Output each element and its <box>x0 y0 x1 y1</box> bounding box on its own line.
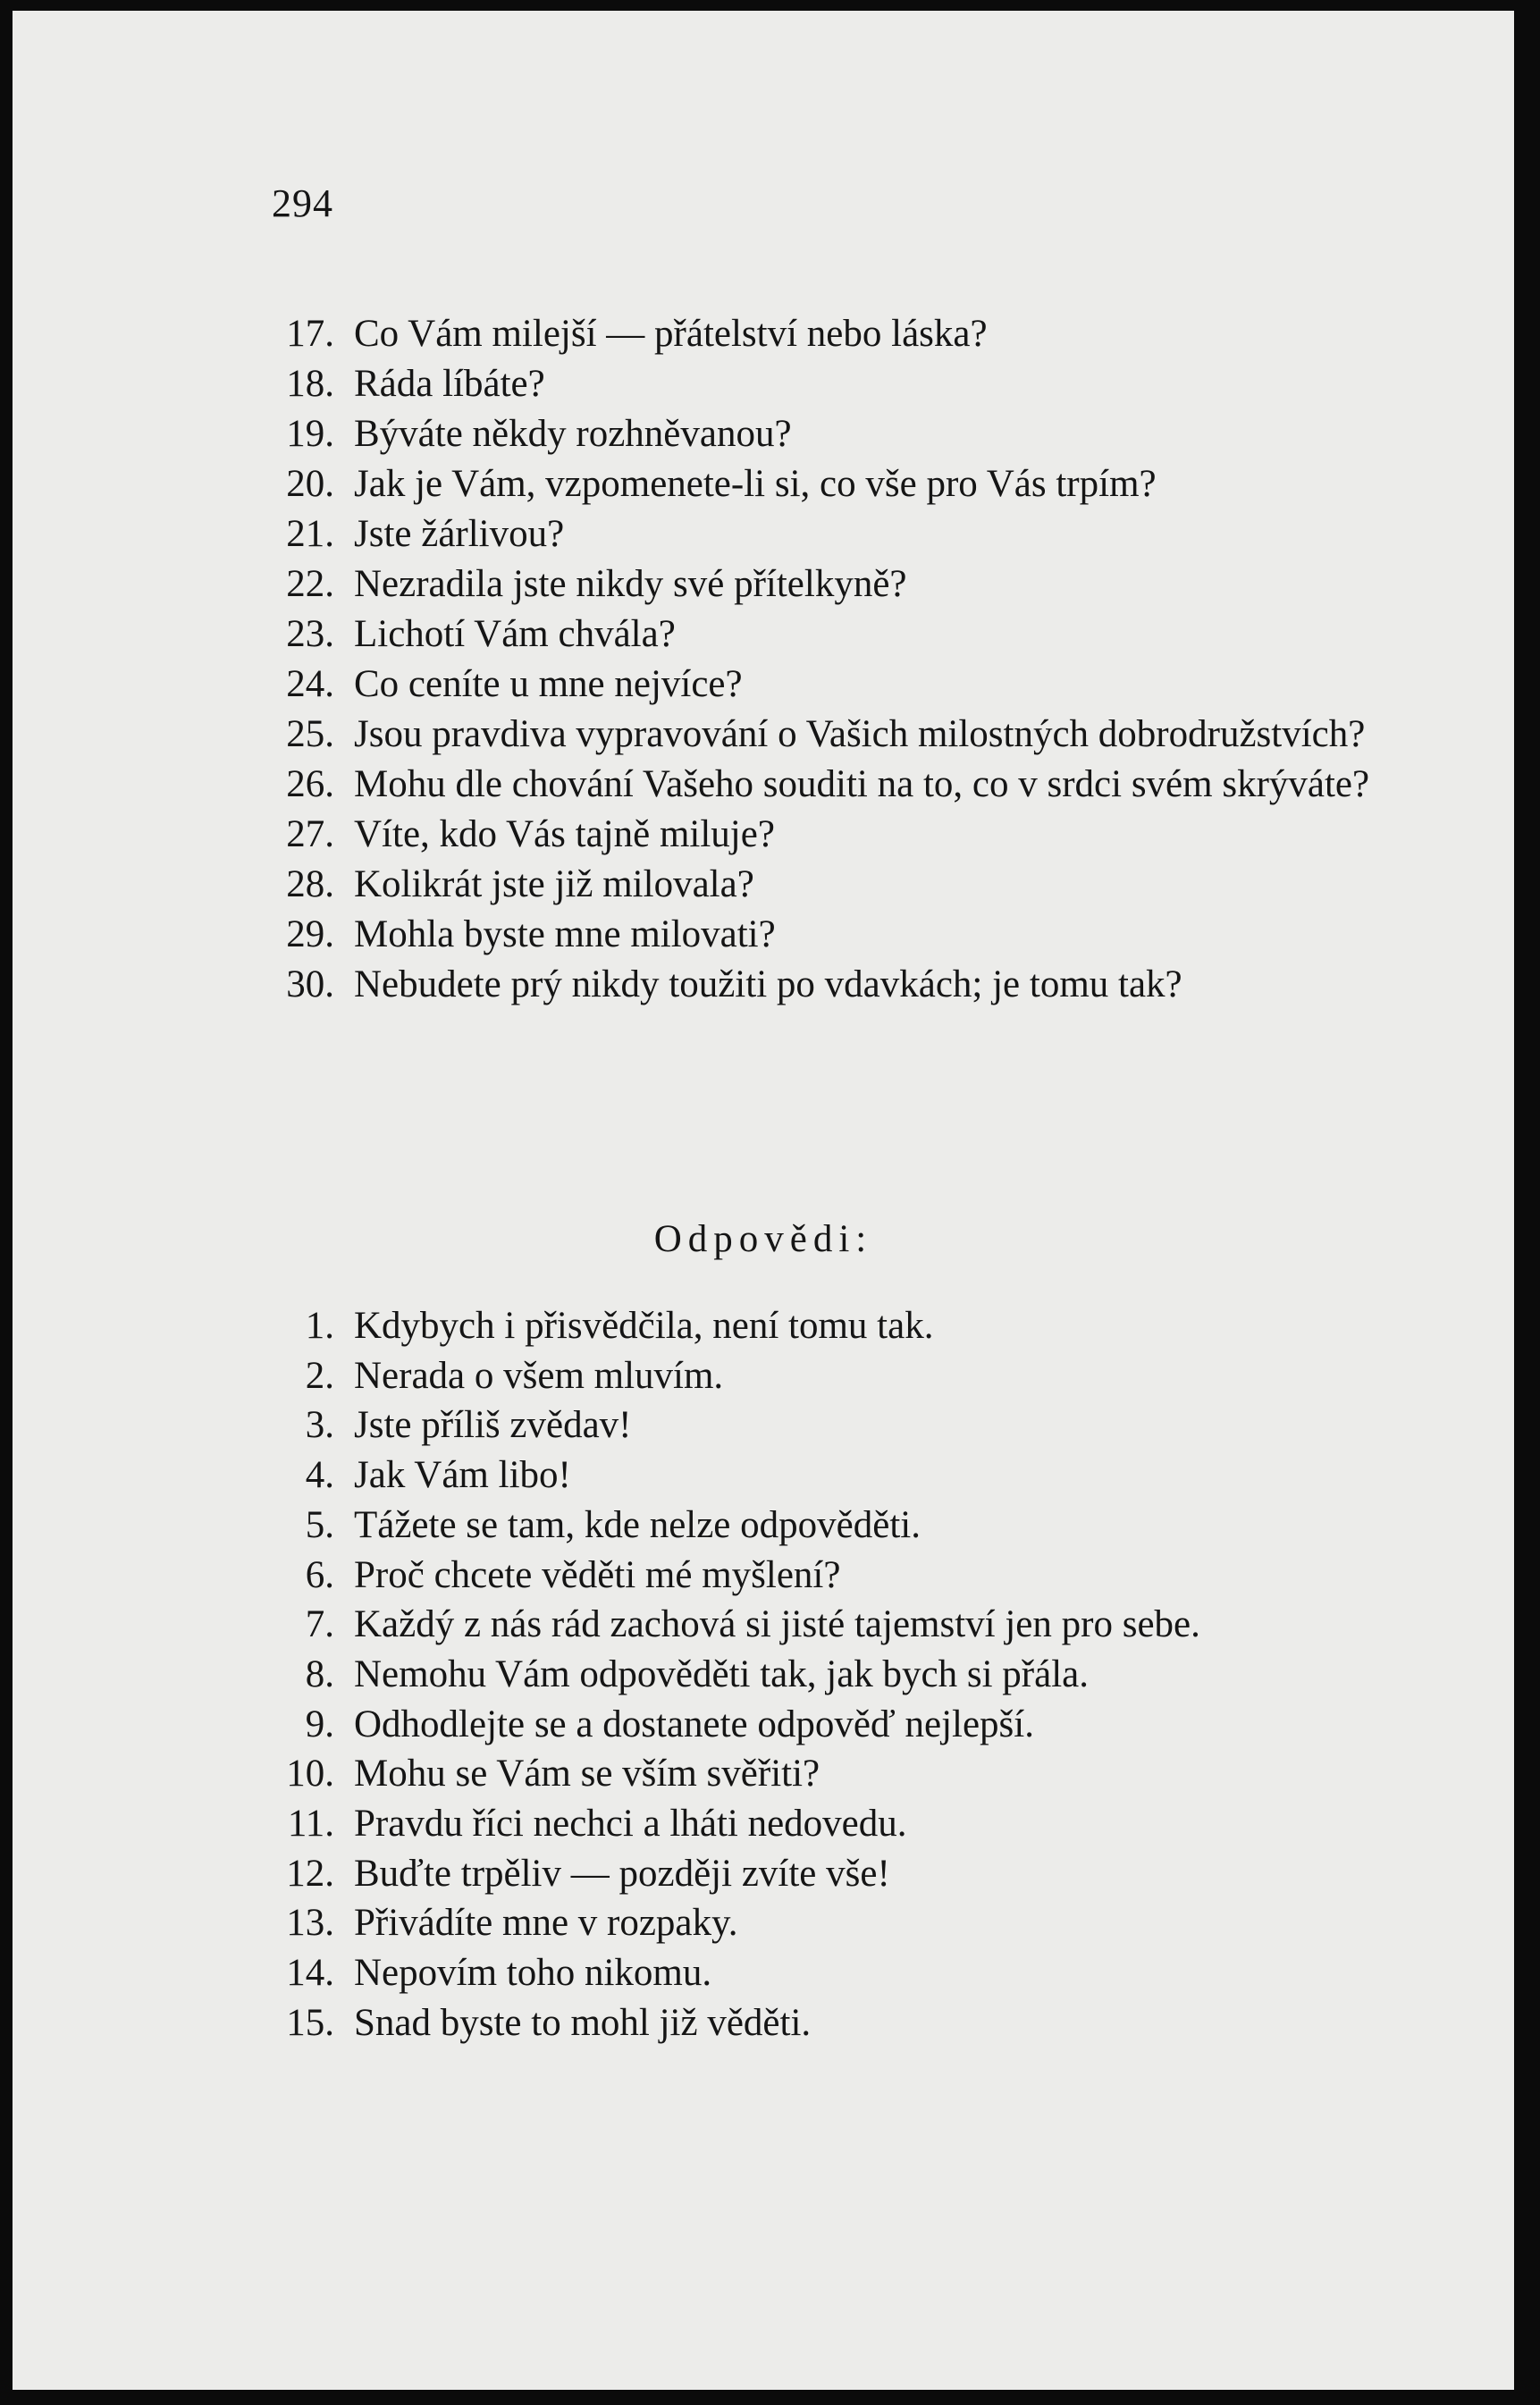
book-page <box>13 11 1514 2390</box>
answer-item <box>13 1451 1514 1501</box>
answers-list <box>13 1301 1514 2048</box>
question-item-text: Mohu dle chování Vašeho souditi na to, co v srdci svém skrýváte? <box>354 763 1370 805</box>
page-number: 294 <box>272 181 333 225</box>
question-item <box>13 559 1514 610</box>
answer-item-number: 12. <box>286 1852 334 1895</box>
question-item <box>13 660 1514 710</box>
answer-item-text: Přivádíte mne v rozpaky. <box>354 1902 738 1945</box>
question-item <box>13 459 1514 509</box>
question-item-text: Ráda líbáte? <box>354 363 545 405</box>
question-item-text: Mohla byste mne milovati? <box>354 913 776 955</box>
answer-item-number: 8. <box>305 1652 334 1695</box>
question-item <box>13 409 1514 459</box>
answer-item-text: Buďte trpěliv — později zvíte vše! <box>354 1852 890 1895</box>
questions-list <box>13 309 1514 1010</box>
answer-item-text: Nepovím toho nikomu. <box>354 1952 712 1995</box>
question-item <box>13 710 1514 760</box>
answer-item-text: Proč chcete věděti mé myšlení? <box>354 1553 841 1596</box>
question-item-number: 17. <box>286 313 334 355</box>
question-item-number: 24. <box>286 663 334 705</box>
question-item <box>13 860 1514 910</box>
question-item-number: 18. <box>286 363 334 405</box>
answer-item-text: Pravdu říci nechci a lháti nedovedu. <box>354 1803 907 1846</box>
answer-item <box>13 1749 1514 1799</box>
question-item-text: Jak je Vám, vzpomenete-li si, co vše pro Vás trpím? <box>354 463 1157 505</box>
answer-item-number: 9. <box>305 1703 334 1745</box>
question-item-number: 19. <box>286 413 334 455</box>
answer-item <box>13 1400 1514 1451</box>
answer-item <box>13 1700 1514 1750</box>
answer-item-text: Jak Vám libo! <box>354 1454 571 1497</box>
question-item <box>13 509 1514 559</box>
question-item-number: 25. <box>286 713 334 755</box>
answer-item <box>13 1501 1514 1551</box>
answer-item <box>13 1799 1514 1849</box>
question-item <box>13 359 1514 409</box>
answer-item-text: Nemohu Vám odpověděti tak, jak bych si přála. <box>354 1652 1089 1695</box>
question-item-number: 22. <box>286 563 334 605</box>
question-item-number: 30. <box>286 963 334 1005</box>
answer-item-number: 10. <box>286 1753 334 1795</box>
answer-item-number: 13. <box>286 1902 334 1945</box>
answer-item-number: 4. <box>305 1454 334 1497</box>
question-item-number: 28. <box>286 863 334 905</box>
answer-item <box>13 1898 1514 1948</box>
question-item-number: 29. <box>286 913 334 955</box>
question-item-text: Kolikrát jste již milovala? <box>354 863 754 905</box>
question-item <box>13 960 1514 1010</box>
answer-item <box>13 1600 1514 1650</box>
answer-item-text: Tážete se tam, kde nelze odpověděti. <box>354 1503 921 1546</box>
answer-item <box>13 1551 1514 1601</box>
answer-item <box>13 1849 1514 1899</box>
question-item-text: Co ceníte u mne nejvíce? <box>354 663 743 705</box>
question-item-text: Lichotí Vám chvála? <box>354 613 676 655</box>
question-item-text: Býváte někdy rozhněvanou? <box>354 413 792 455</box>
answer-item-text: Každý z nás rád zachová si jisté tajemství jen pro sebe. <box>354 1603 1200 1646</box>
answer-item-number: 5. <box>305 1503 334 1546</box>
question-item-number: 26. <box>286 763 334 805</box>
answer-item <box>13 1351 1514 1401</box>
question-item <box>13 810 1514 860</box>
answer-item <box>13 1301 1514 1351</box>
answer-item-number: 6. <box>305 1553 334 1596</box>
answer-item-text: Jste příliš zvědav! <box>354 1404 632 1447</box>
question-item-number: 21. <box>286 513 334 555</box>
answer-item-number: 14. <box>286 1952 334 1995</box>
question-item-text: Co Vám milejší — přátelství nebo láska? <box>354 313 988 355</box>
answer-item-number: 15. <box>286 2001 334 2044</box>
question-item <box>13 309 1514 359</box>
answers-heading: Odpovědi: <box>653 1218 873 1260</box>
answer-item-number: 1. <box>305 1305 334 1347</box>
question-item-number: 23. <box>286 613 334 655</box>
question-item-text: Jste žárlivou? <box>354 513 565 555</box>
answer-item-text: Nerada o všem mluvím. <box>354 1354 724 1397</box>
question-item <box>13 760 1514 810</box>
answer-item <box>13 1650 1514 1700</box>
answer-item-text: Kdybych i přisvědčila, není tomu tak. <box>354 1305 934 1347</box>
answer-item <box>13 1948 1514 1998</box>
answer-item-number: 7. <box>305 1603 334 1646</box>
answer-item-text: Snad byste to mohl již věděti. <box>354 2001 812 2044</box>
answer-item-number: 2. <box>305 1354 334 1397</box>
answer-item-text: Mohu se Vám se vším svěřiti? <box>354 1753 820 1795</box>
question-item-text: Jsou pravdiva vypravování o Vašich milostných dobrodružstvích? <box>354 713 1366 755</box>
answer-item-number: 11. <box>287 1803 334 1846</box>
question-item-text: Nezradila jste nikdy své přítelkyně? <box>354 563 907 605</box>
question-item-text: Nebudete prý nikdy toužiti po vdavkách; je tomu tak? <box>354 963 1182 1005</box>
answer-item-number: 3. <box>305 1404 334 1447</box>
question-item-text: Víte, kdo Vás tajně miluje? <box>354 813 775 855</box>
question-item-number: 20. <box>286 463 334 505</box>
answer-item <box>13 1998 1514 2048</box>
question-item <box>13 910 1514 960</box>
question-item-number: 27. <box>286 813 334 855</box>
answer-item-text: Odhodlejte se a dostanete odpověď nejlepší. <box>354 1703 1034 1745</box>
question-item <box>13 610 1514 660</box>
